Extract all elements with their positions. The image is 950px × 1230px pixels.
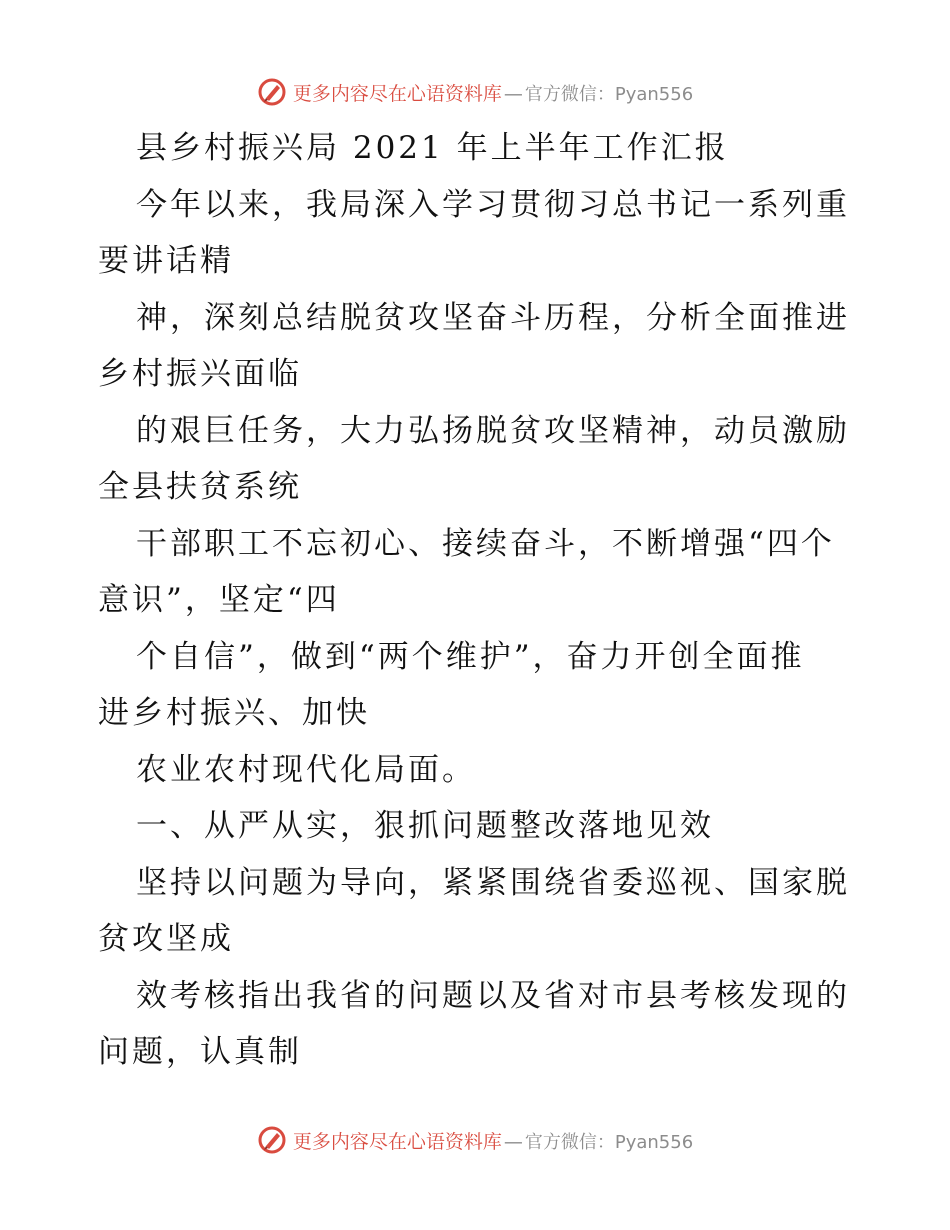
paragraph-line: 的艰巨任务，大力弘扬脱贫攻坚精神，动员激励 (136, 412, 850, 449)
header-watermark-banner (0, 72, 950, 112)
paragraph-line: 农业农村现代化局面。 (136, 751, 476, 788)
footer-watermark-banner (0, 1120, 950, 1160)
paragraph-line: 一、从严从实，狠抓问题整改落地见效 (136, 808, 714, 844)
paragraph-line: 乡村振兴面临 (98, 356, 302, 392)
paragraph-line: 要讲话精 (98, 243, 234, 279)
flame-pen-logo-icon (257, 1125, 287, 1155)
flame-pen-logo-icon (257, 77, 287, 107)
watermark-text (293, 1127, 693, 1154)
paragraph-line: 今年以来，我局深入学习贯彻习总书记一系列重 (136, 186, 850, 223)
paragraph-line: 问题，认真制 (98, 1034, 302, 1070)
paragraph-line: 神，深刻总结脱贫攻坚奋斗历程，分析全面推进 (136, 299, 850, 336)
watermark-brand: 更多内容尽在心语资料库 (292, 1130, 502, 1153)
paragraph-line: 贫攻坚成 (98, 921, 234, 957)
watermark-separator: — (503, 82, 523, 105)
paragraph-line: 全县扶贫系统 (98, 469, 302, 505)
watermark-separator: — (503, 1130, 523, 1153)
paragraph-line: 干部职工不忘初心、接续奋斗，不断增强“四个 (136, 525, 835, 562)
paragraph-line: 坚持以问题为导向，紧紧围绕省委巡视、国家脱 (136, 864, 850, 901)
watermark-text (293, 79, 693, 106)
paragraph-line: 个自信”，做到“两个维护”，奋力开创全面推 (136, 638, 805, 675)
paragraph-line: 进乡村振兴、加快 (98, 695, 370, 731)
watermark-wechat: 官方微信：Pyan556 (524, 83, 694, 105)
paragraph-line: 意识”，坚定“四 (98, 582, 340, 618)
watermark-wechat: 官方微信：Pyan556 (524, 1131, 694, 1153)
document-title: 县乡村振兴局 2021 年上半年工作汇报 (136, 130, 729, 166)
paragraph-line: 效考核指出我省的问题以及省对市县考核发现的 (136, 977, 850, 1014)
document-body (98, 120, 858, 1081)
watermark-brand: 更多内容尽在心语资料库 (292, 82, 502, 105)
